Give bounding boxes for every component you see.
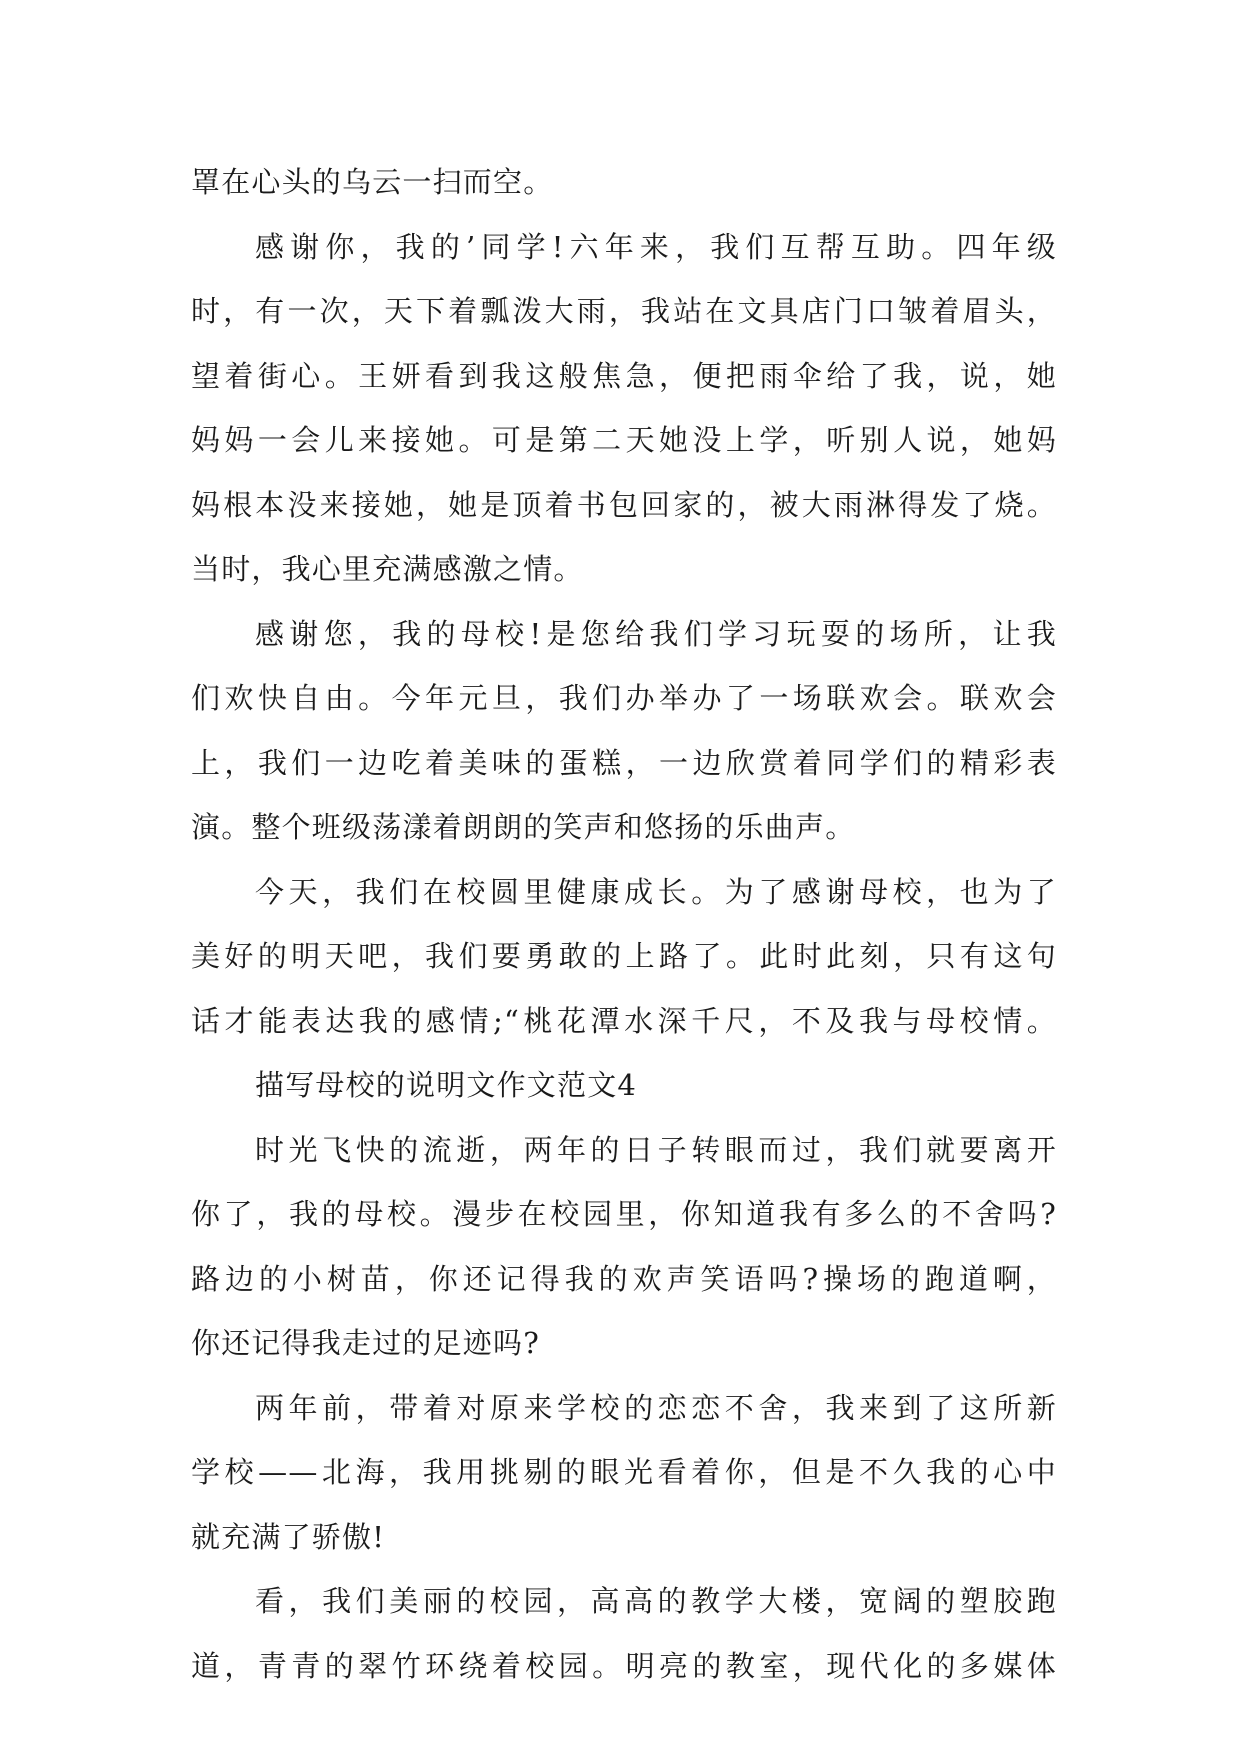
text-line: 两年前，带着对原来学校的恋恋不舍，我来到了这所新 (255, 1390, 1057, 1425)
text-line: 路边的小树苗，你还记得我的欢声笑语吗?操场的跑道啊， (191, 1261, 1057, 1296)
text-line: 们欢快自由。今年元旦，我们办举办了一场联欢会。联欢会 (191, 681, 1057, 715)
text-line: 感谢你，我的’同学!六年来，我们互帮互助。四年级 (255, 229, 1057, 264)
text-line: 望着街心。王妍看到我这般焦急，便把雨伞给了我，说，她 (191, 358, 1057, 393)
text-line: 时光飞快的流逝，两年的日子转眼而过，我们就要离开 (255, 1132, 1057, 1167)
text-line: 时，有一次，天下着瓢泼大雨，我站在文具店门口皱着眉头， (191, 294, 1057, 328)
text-line: 描写母校的说明文作文范文4 (255, 1068, 638, 1102)
text-line: 就充满了骄傲! (191, 1519, 386, 1554)
text-line: 道，青青的翠竹环绕着校园。明亮的教室，现代化的多媒体 (191, 1648, 1057, 1683)
text-line: 看，我们美丽的校园，高高的教学大楼，宽阔的塑胶跑 (255, 1584, 1057, 1618)
text-line: 罩在心头的乌云一扫而空。 (191, 165, 554, 199)
text-line: 感谢您，我的母校!是您给我们学习玩耍的场所，让我 (255, 616, 1057, 651)
text-line: 你了，我的母校。漫步在校园里，你知道我有多么的不舍吗? (191, 1197, 1057, 1231)
text-line: 你还记得我走过的足迹吗? (191, 1326, 540, 1360)
text-line: 今天，我们在校圆里健康成长。为了感谢母校，也为了 (255, 874, 1057, 909)
text-line: 上，我们一边吃着美味的蛋糕，一边欣赏着同学们的精彩表 (191, 745, 1057, 780)
text-line: 当时，我心里充满感激之情。 (191, 552, 584, 586)
text-line: 妈妈一会儿来接她。可是第二天她没上学，听别人说，她妈 (191, 423, 1057, 457)
document-page (191, 150, 1057, 1698)
text-line: 美好的明天吧，我们要勇敢的上路了。此时此刻，只有这句 (191, 939, 1057, 973)
text-line: 妈根本没来接她，她是顶着书包回家的，被大雨淋得发了烧。 (191, 487, 1057, 522)
text-line: 学校——北海，我用挑剔的眼光看着你，但是不久我的心中 (191, 1455, 1057, 1489)
text-line: 话才能表达我的感情;“桃花潭水深千尺，不及我与母校情。 (191, 1003, 1057, 1038)
text-line: 演。整个班级荡漾着朗朗的笑声和悠扬的乐曲声。 (191, 810, 856, 844)
